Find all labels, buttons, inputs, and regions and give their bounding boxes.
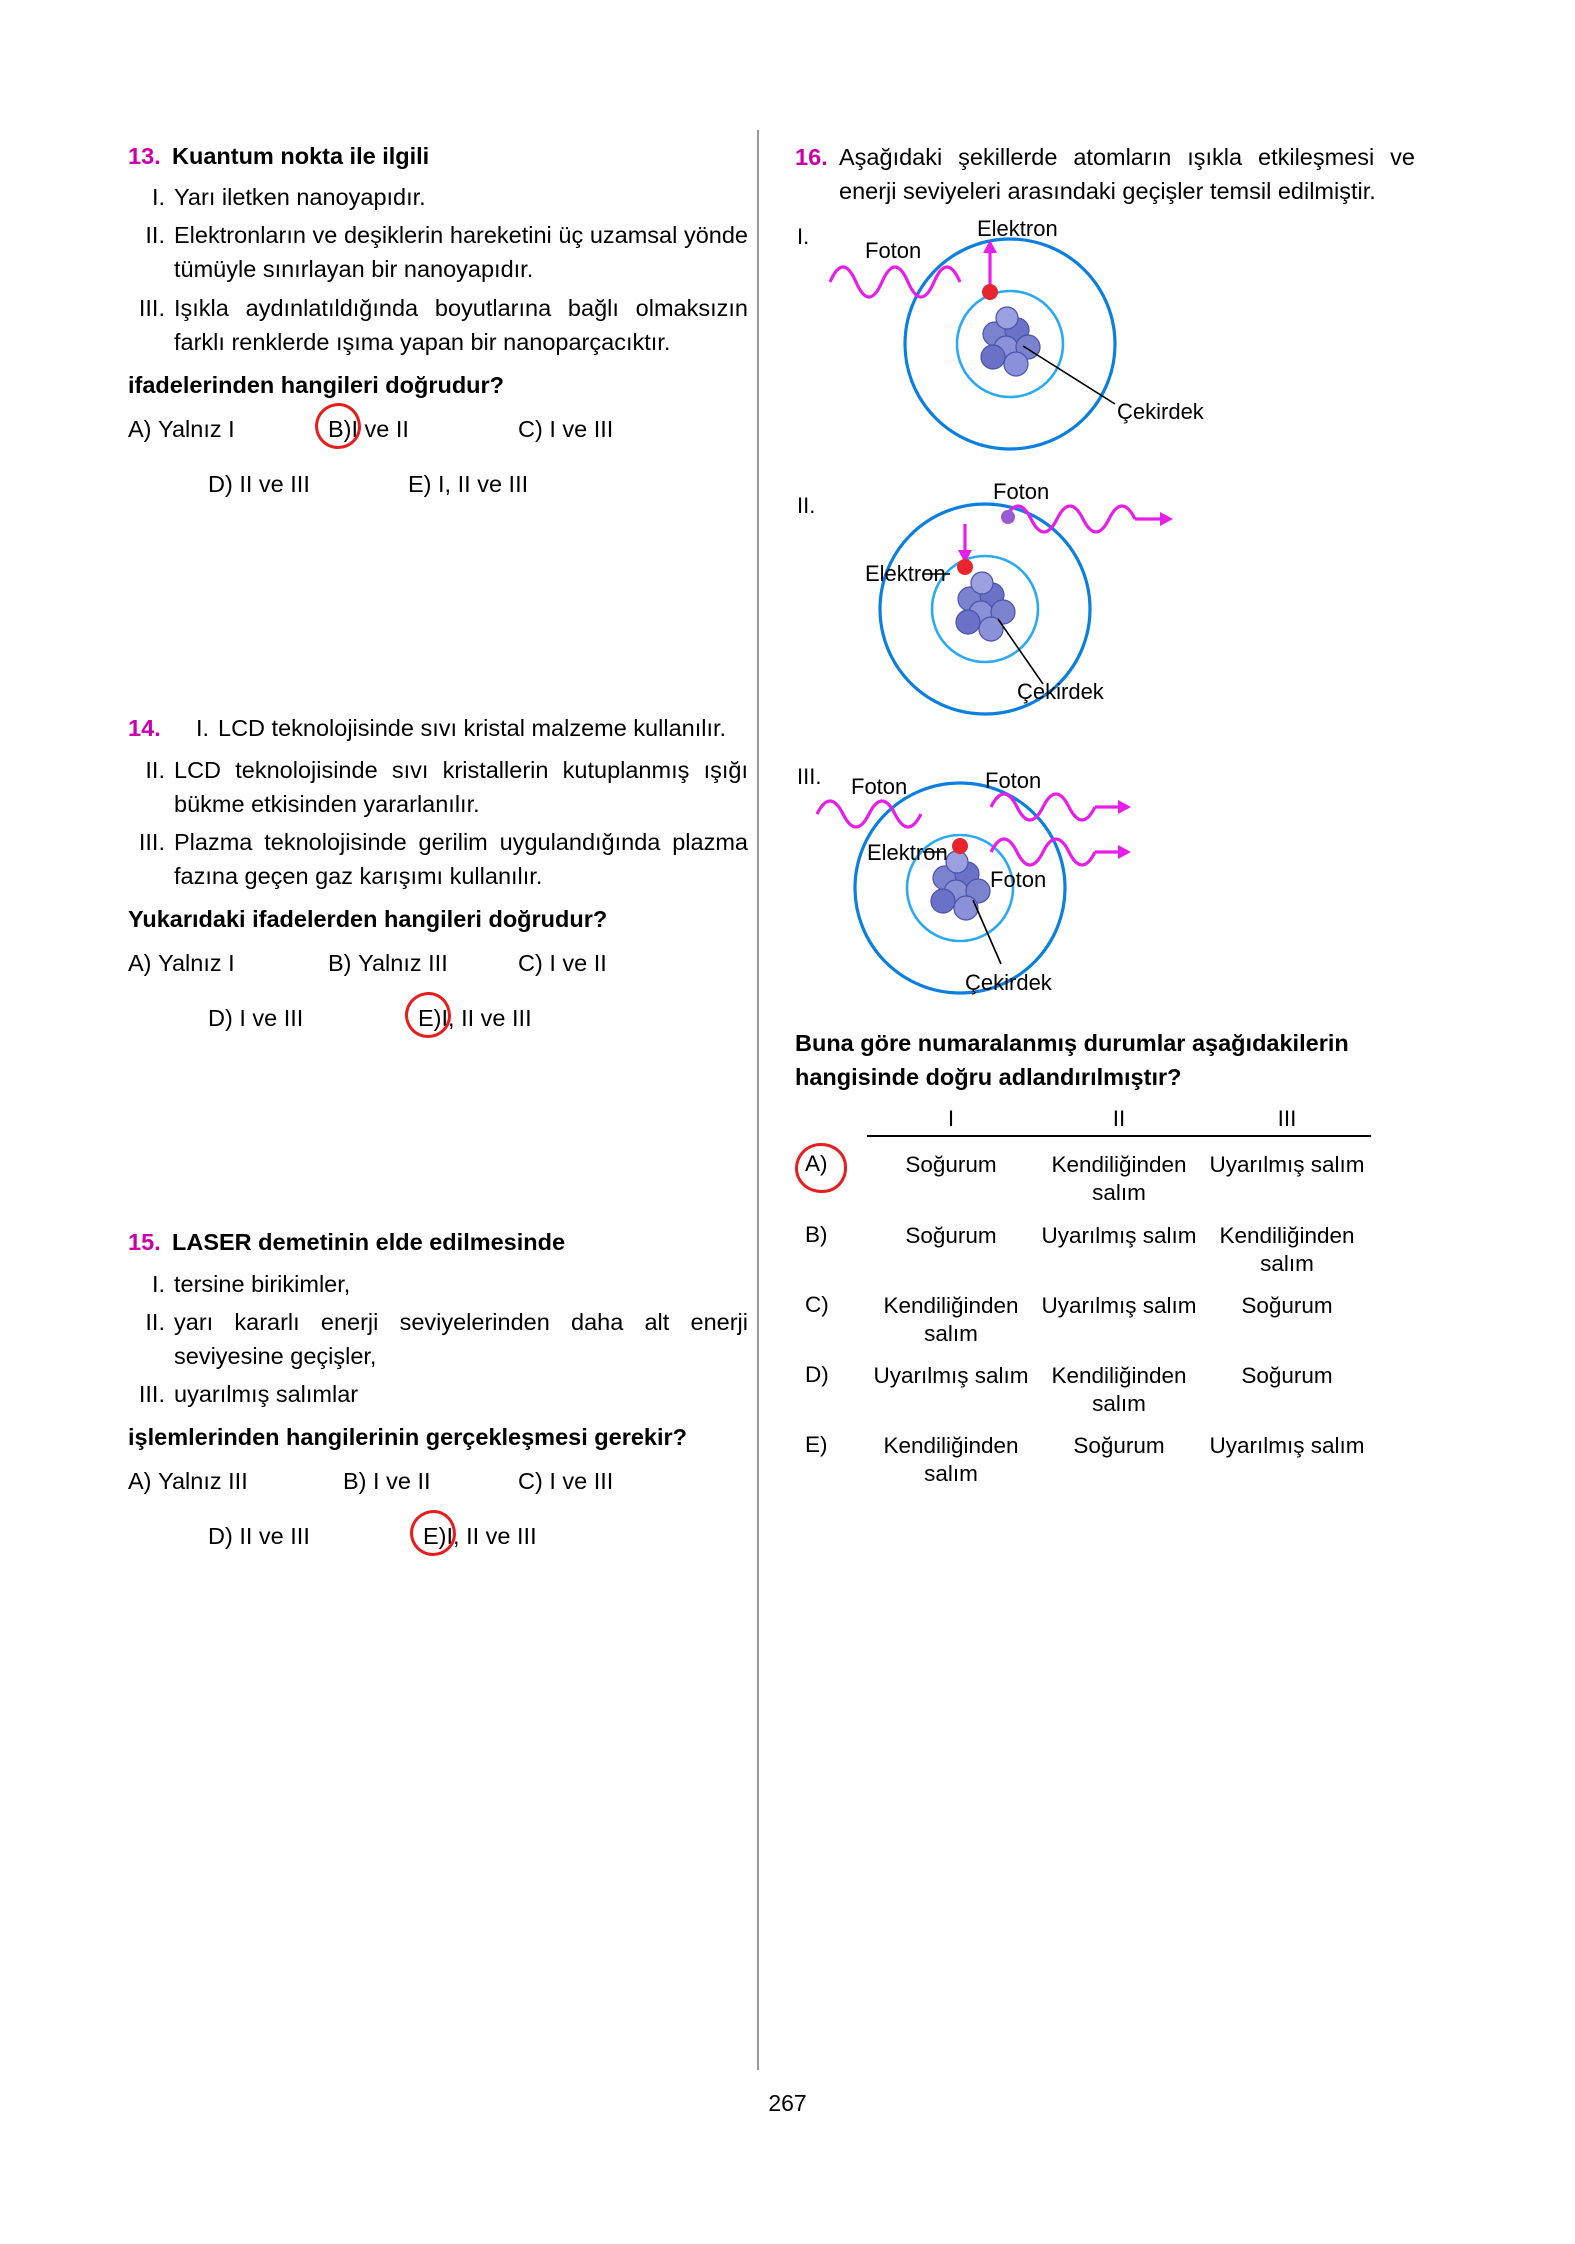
option-d-letter: D)	[208, 470, 233, 497]
left-column	[128, 140, 748, 1557]
column-header-2: II	[1112, 1106, 1126, 1132]
option-d[interactable]	[208, 1001, 418, 1036]
option-c-letter: C)	[518, 1468, 543, 1495]
option-a-letter: A)	[128, 949, 152, 976]
answer-row-a[interactable]	[795, 1151, 1415, 1207]
answer-table-rule	[795, 1135, 1415, 1137]
option-b-text: I ve II	[351, 415, 409, 442]
option-e[interactable]	[423, 1519, 537, 1554]
figure-3	[795, 752, 1415, 1022]
item-label: I.	[195, 715, 209, 742]
item-text: Yarı iletken nanoyapıdır.	[174, 184, 426, 211]
options-row-1	[128, 946, 748, 981]
option-e-text: I, II ve III	[446, 1523, 537, 1550]
answer-row-e-cell-1: Kendiliğinden salım	[883, 1433, 1019, 1487]
answer-row-a-cell-3: Uyarılmış salım	[1209, 1152, 1365, 1178]
item-label: II.	[145, 1308, 165, 1335]
options-row-2	[128, 1001, 748, 1036]
item-text: tersine birikimler,	[174, 1270, 351, 1297]
answer-row-a-letter: A)	[795, 1151, 867, 1177]
nucleus-leader-line	[998, 619, 1043, 684]
question-14-prompt: Yukarıdaki ifadelerden hangileri doğrudur?	[128, 905, 608, 932]
figure-1-electron-label: Elektron	[977, 216, 1058, 242]
option-b-letter: B)	[328, 949, 352, 976]
option-c-letter: C)	[518, 949, 543, 976]
answer-row-a-cell-1: Soğurum	[905, 1152, 997, 1178]
answer-row-e-cell-2: Soğurum	[1073, 1433, 1165, 1459]
answer-row-d-cell-1: Uyarılmış salım	[873, 1363, 1029, 1388]
option-e-letter: E)	[423, 1519, 447, 1554]
option-d-letter: D)	[208, 1523, 233, 1550]
figure-2	[795, 479, 1415, 754]
photon-wave	[1005, 506, 1135, 532]
answer-row-e-cell-3: Uyarılmış salım	[1209, 1433, 1365, 1459]
option-a[interactable]	[128, 412, 328, 447]
question-15-title: LASER demetinin elde edilmesinde	[172, 1229, 566, 1256]
answer-row-e[interactable]	[795, 1432, 1415, 1488]
item-label: I.	[151, 1270, 165, 1297]
header-rule-1	[867, 1135, 1035, 1137]
figure-3-label: III.	[797, 764, 822, 790]
item-text: yarı kararlı enerji seviyelerinden daha alt enerji seviyesine geçişler,	[174, 1308, 748, 1369]
option-a[interactable]	[128, 1464, 343, 1499]
answer-row-c-cell-2: Uyarılmış salım	[1041, 1292, 1197, 1318]
figure-2-svg	[795, 479, 1415, 754]
answer-row-e-letter: E)	[805, 1432, 828, 1458]
column-divider	[757, 130, 759, 2070]
rule-spacer	[795, 1135, 867, 1137]
nucleus-leader-line	[1023, 346, 1115, 404]
figure-1-nucleus-label: Çekirdek	[1117, 399, 1204, 425]
list-item	[128, 180, 748, 214]
electron-dot	[957, 559, 973, 575]
list-item	[128, 825, 748, 893]
question-13-heading	[128, 140, 748, 173]
item-label: III.	[138, 1380, 165, 1407]
option-a-text: Yalnız III	[158, 1468, 248, 1495]
option-e-text: I, II ve III	[441, 1005, 532, 1032]
answer-row-d-cell-3: Soğurum	[1241, 1363, 1333, 1388]
option-d-text: I ve III	[239, 1005, 304, 1032]
option-c[interactable]	[518, 412, 613, 447]
question-14-number: 14.	[128, 715, 161, 742]
options-row-2	[128, 1519, 748, 1554]
option-d-text: II ve III	[239, 1523, 310, 1550]
item-label: III.	[138, 828, 165, 855]
figure-2-nucleus-label: Çekirdek	[1017, 679, 1104, 705]
header-rule-2	[1035, 1135, 1203, 1137]
figure-1	[795, 214, 1415, 479]
question-14	[128, 712, 748, 1036]
answer-row-d-cell-2: Kendiliğinden salım	[1051, 1363, 1187, 1417]
figure-2-photon-label: Foton	[993, 479, 1050, 505]
options-row-2	[128, 467, 748, 502]
question-14-items	[128, 753, 748, 893]
nucleus-cluster	[981, 307, 1040, 376]
arrow-head	[1118, 845, 1131, 859]
option-b-text: I ve II	[373, 1468, 431, 1495]
electron-dot	[982, 284, 998, 300]
photon-origin-dot	[1001, 510, 1015, 524]
option-e[interactable]	[418, 1001, 532, 1036]
answer-row-d[interactable]	[795, 1362, 1415, 1418]
option-a-letter: A)	[128, 415, 152, 442]
question-16-number: 16.	[795, 144, 828, 170]
question-13-title: Kuantum nokta ile ilgili	[172, 143, 430, 169]
answer-row-b[interactable]	[795, 1222, 1415, 1278]
option-b[interactable]	[328, 412, 518, 447]
item-label: III.	[138, 294, 165, 321]
column-header-1: I	[947, 1106, 955, 1132]
answer-row-b-letter: B)	[805, 1221, 828, 1247]
figure-3-photon-label-3: Foton	[990, 867, 1047, 893]
item-label: II.	[145, 756, 165, 783]
figure-2-electron-label: Elektron	[865, 561, 946, 587]
option-c[interactable]	[518, 946, 607, 981]
question-16-stem: Aşağıdaki şekillerde atomların ışıkla etkileşmesi ve enerji seviyeleri arasındaki geçişler temsil edilmiştir.	[839, 144, 1415, 205]
option-b-letter: B)	[328, 412, 352, 447]
answer-row-b-cell-3: Kendiliğinden salım	[1219, 1222, 1355, 1276]
list-item	[128, 291, 748, 359]
list-item	[128, 1305, 748, 1373]
option-c[interactable]	[518, 1464, 613, 1499]
answer-row-b-cell-2: Uyarılmış salım	[1041, 1222, 1197, 1248]
figure-3-photon-label-1: Foton	[851, 774, 908, 800]
figure-3-nucleus-label: Çekirdek	[965, 970, 1052, 996]
question-15	[128, 1226, 748, 1554]
question-16-answer-table	[795, 1106, 1415, 1488]
option-c-letter: C)	[518, 415, 543, 442]
option-e[interactable]	[408, 467, 528, 502]
figure-1-photon-label: Foton	[865, 238, 922, 264]
figure-3-electron-label: Elektron	[867, 840, 948, 866]
column-header-3: III	[1277, 1106, 1297, 1132]
list-item	[128, 753, 748, 821]
answer-row-c-letter: C)	[805, 1291, 829, 1317]
option-d[interactable]	[208, 467, 408, 502]
question-13-options	[128, 412, 748, 503]
option-d[interactable]	[208, 1519, 423, 1554]
page-number: 267	[768, 2090, 807, 2116]
option-b[interactable]	[343, 1464, 518, 1499]
photon-wave-incoming	[817, 801, 921, 827]
figure-3-photon-label-2: Foton	[985, 768, 1042, 794]
right-column	[795, 140, 1415, 1489]
question-13-prompt: ifadelerinden hangileri doğrudur?	[128, 371, 505, 398]
question-16-heading	[795, 140, 1415, 208]
option-b-letter: B)	[343, 1468, 367, 1495]
nucleus-leader-line	[973, 900, 1001, 964]
answer-row-c-cell-3: Soğurum	[1241, 1292, 1333, 1318]
option-d-letter: D)	[208, 1005, 233, 1032]
question-14-heading	[128, 712, 748, 745]
electron-dot	[952, 838, 968, 854]
option-e-letter: E)	[408, 470, 432, 497]
item-text: LCD teknolojisinde sıvı kristallerin kutuplanmış ışığı bükme etkisinden yararlanılır.	[174, 756, 748, 817]
figure-2-label: II.	[797, 493, 816, 519]
question-13	[128, 140, 748, 502]
option-a[interactable]	[128, 946, 328, 981]
list-item	[128, 218, 748, 286]
item-label: II.	[145, 222, 165, 249]
answer-row-b-cell-1: Soğurum	[905, 1222, 997, 1248]
arrow-head	[1160, 512, 1173, 526]
options-row-1	[128, 412, 748, 447]
item-text: Plazma teknolojisinde gerilim uygulandığında plazma fazına geçen gaz karışımı kullanılır.	[174, 828, 748, 889]
item-text: LCD teknolojisinde sıvı kristal malzeme kullanılır.	[218, 715, 727, 742]
option-a-letter: A)	[128, 1468, 152, 1495]
question-14-options	[128, 946, 748, 1037]
answer-row-d-letter: D)	[805, 1362, 829, 1387]
answer-row-c-cell-1: Kendiliğinden salım	[883, 1292, 1019, 1346]
photon-wave-outgoing-1	[991, 794, 1095, 820]
option-c-text: I ve II	[549, 949, 607, 976]
answer-row-c[interactable]	[795, 1292, 1415, 1348]
list-item	[128, 1377, 748, 1411]
item-text: Işıkla aydınlatıldığında boyutlarına bağlı olmaksızın farklı renklerde ışıma yapan bir nanoparçacıktır.	[174, 294, 748, 355]
item-text: Elektronların ve deşiklerin hareketini üç uzamsal yönde tümüyle sınırlayan bir nanoyapıdır.	[174, 222, 748, 283]
option-b[interactable]	[328, 946, 518, 981]
list-item	[128, 1267, 748, 1301]
question-15-prompt: işlemlerinden hangilerinin gerçekleşmesi gerekir?	[128, 1424, 688, 1451]
photon-wave	[830, 267, 960, 297]
option-d-text: II ve III	[239, 470, 310, 497]
question-13-number: 13.	[128, 143, 161, 169]
question-15-heading	[128, 1226, 748, 1259]
header-rule-3	[1203, 1135, 1371, 1137]
option-c-text: I ve III	[549, 1468, 614, 1495]
option-e-text: I, II ve III	[438, 470, 529, 497]
question-15-items	[128, 1267, 748, 1411]
question-15-options	[128, 1464, 748, 1555]
option-b-text: Yalnız III	[358, 949, 448, 976]
option-a-text: Yalnız I	[158, 415, 235, 442]
arrow-head	[1118, 800, 1131, 814]
figure-1-label: I.	[797, 224, 810, 250]
options-row-1	[128, 1464, 748, 1499]
answer-table-header	[795, 1106, 1415, 1135]
item-label: I.	[151, 184, 165, 211]
option-a-text: Yalnız I	[158, 949, 235, 976]
question-15-number: 15.	[128, 1229, 161, 1256]
question-16-prompt: Buna göre numaralanmış durumlar aşağıdakilerin hangisinde doğru adlandırılmıştır?	[795, 1030, 1349, 1091]
option-e-letter: E)	[418, 1001, 442, 1036]
question-13-items	[128, 180, 748, 358]
option-c-text: I ve III	[549, 415, 614, 442]
item-text: uyarılmış salımlar	[174, 1380, 359, 1407]
answer-row-a-cell-2: Kendiliğinden salım	[1051, 1152, 1187, 1206]
